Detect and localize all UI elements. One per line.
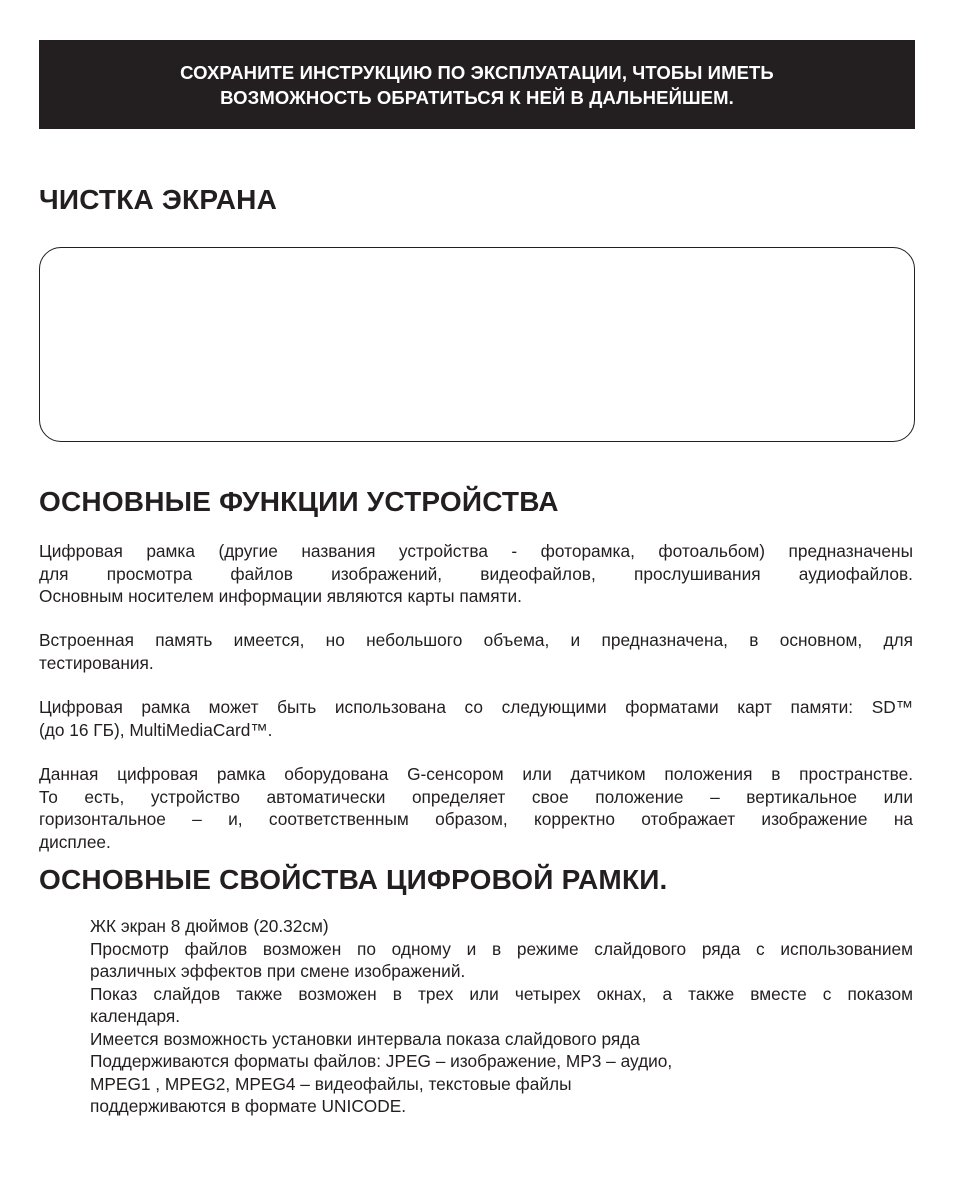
paragraph-line: Встроенная память имеется, но небольшого объема, и предназначена, в основном, для xyxy=(39,630,913,650)
list-item xyxy=(90,1028,913,1051)
banner-line-2: ВОЗМОЖНОСТЬ ОБРАТИТЬСЯ К НЕЙ В ДАЛЬНЕЙШЕМ. xyxy=(220,86,734,108)
functions-paragraph-3 xyxy=(39,696,913,741)
paragraph-line: (до 16 ГБ), MultiMediaCard™. xyxy=(39,719,273,740)
list-item-line: Показ слайдов также возможен в трех или четырех окнах, а также вместе с показом xyxy=(90,983,913,1004)
cleaning-content-box xyxy=(39,247,915,442)
paragraph-line: дисплее. xyxy=(39,831,111,852)
paragraph-line: Цифровая рамка может быть использована со следующими форматами карт памяти: SD™ xyxy=(39,697,913,717)
properties-list xyxy=(90,915,913,1118)
list-item-line: MPEG1 , MPEG2, MPEG4 – видеофайлы, текстовые файлы xyxy=(90,1073,572,1094)
list-item xyxy=(90,983,913,1028)
functions-paragraph-2 xyxy=(39,629,913,674)
paragraph-line: То есть, устройство автоматически определяет свое положение – вертикальное или xyxy=(39,786,913,807)
paragraph-line: для просмотра файлов изображений, видеофайлов, прослушивания аудиофайлов. xyxy=(39,563,913,584)
list-item xyxy=(90,915,913,938)
list-item-line: Имеется возможность установки интервала показа слайдового ряда xyxy=(90,1028,640,1049)
list-item-line: ЖК экран 8 дюймов (20.32см) xyxy=(90,916,329,936)
paragraph-line: Цифровая рамка (другие названия устройства - фоторамка, фотоальбом) предназначены xyxy=(39,541,913,561)
list-item xyxy=(90,938,913,983)
list-item-line: Просмотр файлов возможен по одному и в режиме слайдового ряда с использованием xyxy=(90,938,913,959)
paragraph-line: горизонтальное – и, соответственным образом, корректно отображает изображение на xyxy=(39,809,913,829)
list-item-line: календаря. xyxy=(90,1006,181,1026)
paragraph-line: Основным носителем информации являются карты памяти. xyxy=(39,586,522,606)
paragraph-line: Данная цифровая рамка оборудована G-сенсором или датчиком положения в пространстве. xyxy=(39,764,913,784)
list-item-line: Поддерживаются форматы файлов: JPEG – изображение, MP3 – аудио, xyxy=(90,1051,673,1071)
header-banner xyxy=(39,40,915,129)
paragraph-line: тестирования. xyxy=(39,652,154,673)
functions-paragraph-1 xyxy=(39,540,913,608)
section-title-cleaning: ЧИСТКА ЭКРАНА xyxy=(39,184,278,215)
banner-line-1: СОХРАНИТЕ ИНСТРУКЦИЮ ПО ЭКСПЛУАТАЦИИ, ЧТОБЫ ИМЕТЬ xyxy=(180,61,774,83)
section-title-functions: ОСНОВНЫЕ ФУНКЦИИ УСТРОЙСТВА xyxy=(39,486,559,517)
functions-paragraph-4 xyxy=(39,763,913,853)
list-item xyxy=(90,1050,913,1118)
list-item-line: различных эффектов при смене изображений. xyxy=(90,961,466,981)
list-item-line: поддерживаются в формате UNICODE. xyxy=(90,1096,407,1116)
section-title-properties: ОСНОВНЫЕ СВОЙСТВА ЦИФРОВОЙ РАМКИ. xyxy=(39,864,668,895)
